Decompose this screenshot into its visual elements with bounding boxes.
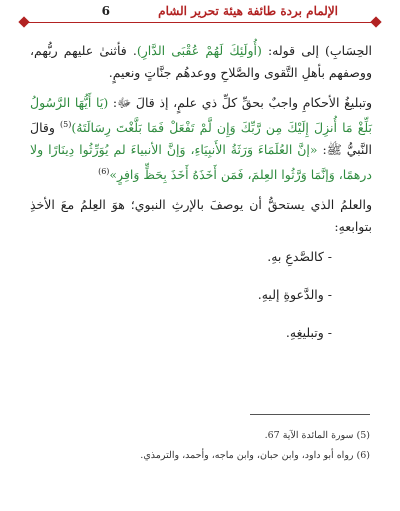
page-number: 6 [101, 4, 110, 18]
footnote-6: (6) رواه أبو داود، وابن حبان، وابن ماجه، وأحمد، والترمذي. [140, 450, 370, 461]
bullet-list [30, 246, 372, 344]
bullet-item: - وتبليغِهِ. [285, 325, 332, 341]
hadith-quote: «إنَّ العُلَمَاءَ وَرَثَةُ الأَنبِيَاءِ، وَإنَّ الأنبياءَ لم يُوَرِّثُوا دِينَارًا ولا درهمًا، وَإنَّمَا وَرَّثُوا العِلمَ، فَمَن أَخَذَهُ أَخَذَ بِحَظٍّ وَافِرٍ» [30, 142, 372, 183]
paragraph-1-end: . فأثنىٰ عليهم ربُّهم، ووصفهم بأهلِ التَّقوى والصَّلاحِ ووعدهُم جنَّاتٍ ونعيمٍ. [30, 43, 372, 80]
bullet-item: - كالصَّدعِ بهِ. [267, 249, 332, 265]
paragraph-1-start: الحِسَابِ) إلى قوله: [261, 43, 372, 58]
footnote-separator [250, 414, 370, 415]
header-rule [22, 22, 378, 23]
footnote-5: (5) سورة المائدة الآية 67. [264, 430, 370, 441]
quran-quote-2: (يَا أَيُّهَا الرَّسُولُ بَلِّغْ مَا أُنزِلَ إِلَيْكَ مِن رَّبِّكَ وَإِن لَّمْ تَفْعَلْ فَمَا بَلَّغْتَ رِسَالَتَهُ) [30, 95, 372, 136]
body-text [30, 40, 372, 360]
footnote-ref-5: (5) [60, 120, 72, 129]
paragraph-3: والعلمُ الذي يستحقُّ أن يوصفَ بالإرثِ النبوي؛ هوَ العِلمُ معَ الأخذِ بتوابعهِ: [30, 197, 372, 235]
paragraph-1 [30, 40, 372, 84]
quran-quote-1: (أُولَئِكَ لَهُمْ عُقْبَى الدَّارِ) [136, 43, 262, 58]
header-diamond-right-icon [370, 16, 381, 27]
header-title: الإلمام بردة طائفة هيئة تحرير الشام [158, 4, 338, 18]
bullet-item: - والدَّعوةِ إليهِ. [257, 287, 332, 303]
page-header [22, 4, 378, 26]
paragraph-2-mid: وقالَ النَّبيُّ ﷺ: [30, 120, 372, 158]
paragraph-2 [30, 92, 372, 186]
footnote-ref-6: (6) [98, 167, 110, 177]
header-diamond-left-icon [18, 16, 29, 27]
paragraph-2-start: وتبليغُ الأحكامِ واجبٌ بحقِّ كلِّ ذي علمٍ، إذ قالَ ﷻ: [108, 95, 373, 110]
footnotes [30, 426, 370, 466]
